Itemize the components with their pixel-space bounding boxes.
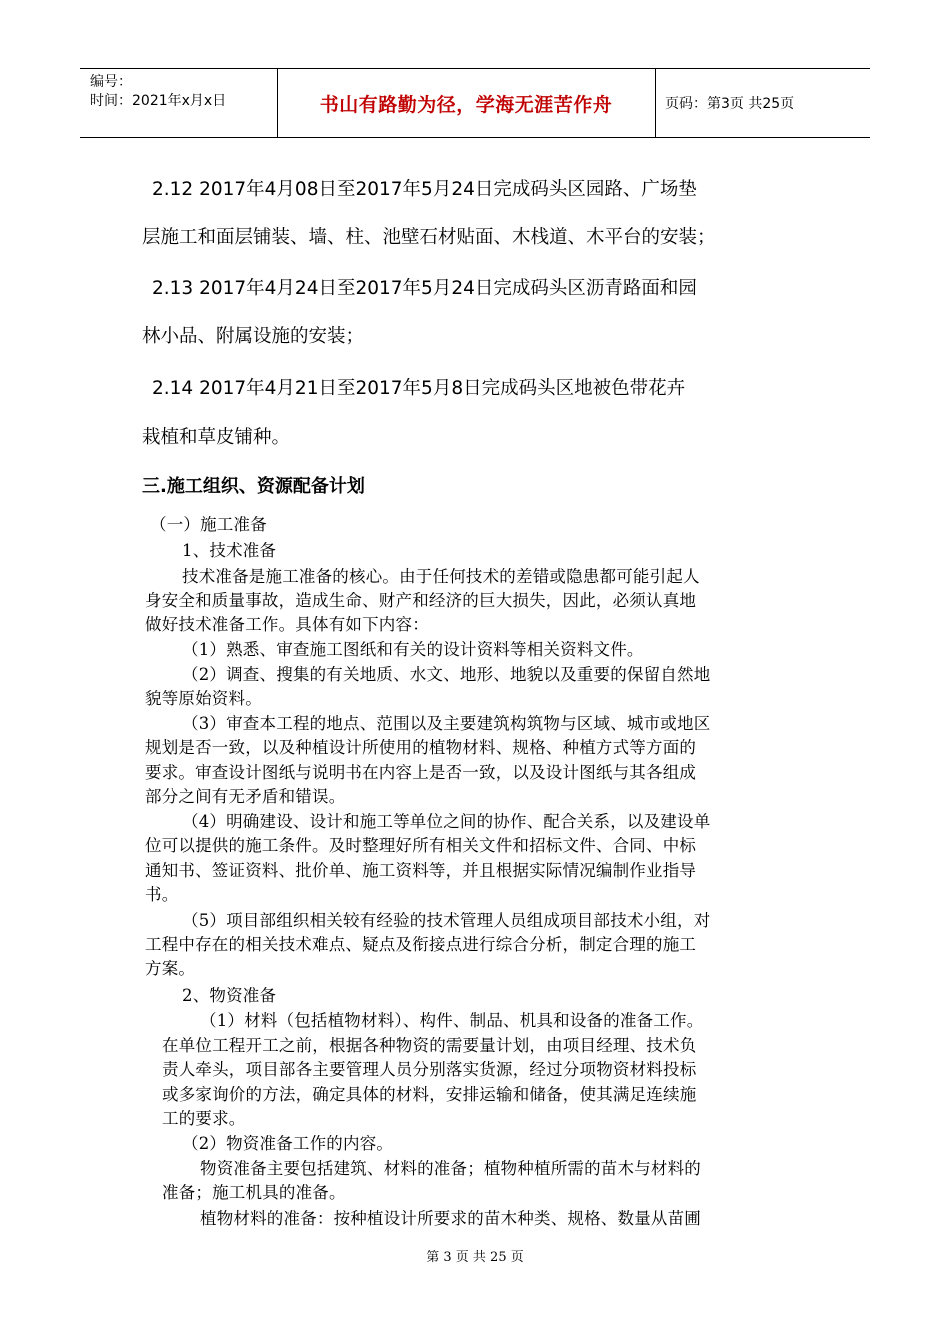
paragraph-line: 做好技术准备工作。具体有如下内容： <box>145 615 429 634</box>
paragraph-line: 准备；施工机具的准备。 <box>162 1183 346 1202</box>
paragraph-line: 方案。 <box>145 959 196 978</box>
header-divider <box>655 69 656 137</box>
header-left-cell <box>90 73 226 111</box>
paragraph-line: 通知书、签证资料、批价单、施工资料等，并且根据实际情况编制作业指导 <box>145 861 697 880</box>
paragraph-line: （3）审查本工程的地点、范围以及主要建筑构筑物与区域、城市或地区 <box>182 714 711 733</box>
paragraph-line: 身安全和质量事故，造成生命、财产和经济的巨大损失，因此，必须认真地 <box>145 591 697 610</box>
paragraph-line: 要求。审查设计图纸与说明书在内容上是否一致，以及设计图纸与其各组成 <box>145 763 697 782</box>
schedule-item-2-13-line1: 2.13 2017年4月24日至2017年5月24日完成码头区沥青路面和园 <box>152 278 697 299</box>
paragraph-line: 工程中存在的相关技术难点、疑点及衔接点进行综合分析，制定合理的施工 <box>145 935 697 954</box>
paragraph-line: （2）物资准备工作的内容。 <box>182 1134 394 1153</box>
schedule-item-2-12-line1: 2.12 2017年4月08日至2017年5月24日完成码头区园路、广场垫 <box>152 179 697 200</box>
paragraph-line: （5）项目部组织相关较有经验的技术管理人员组成项目部技术小组，对 <box>182 911 711 930</box>
paragraph-line: 书。 <box>145 885 179 904</box>
paragraph-line: （4）明确建设、设计和施工等单位之间的协作、配合关系，以及建设单 <box>182 812 711 831</box>
paragraph-line: 位可以提供的施工条件。及时整理好所有相关文件和招标文件、合同、中标 <box>145 836 697 855</box>
subheading-material-prep: 2、物资准备 <box>182 986 277 1005</box>
paragraph-line: 责人牵头，项目部各主要管理人员分别落实货源，经过分项物资材料投标 <box>162 1060 697 1079</box>
date-label: 时间：2021年x月x日 <box>90 93 227 109</box>
paragraph-line: 植物材料的准备：按种植设计所要求的苗木种类、规格、数量从苗圃 <box>200 1209 701 1228</box>
paragraph-line: 貌等原始资料。 <box>145 689 262 708</box>
paragraph-line: 工的要求。 <box>162 1109 246 1128</box>
header-motto: 书山有路勤为径，学海无涯苦作舟 <box>319 93 613 116</box>
paragraph-line: 规划是否一致，以及种植设计所使用的植物材料、规格、种植方式等方面的 <box>145 738 697 757</box>
paragraph-line: 或多家询价的方法，确定具体的材料，安排运输和储备，使其满足连续施 <box>162 1085 697 1104</box>
section-heading: 三.施工组织、资源配备计划 <box>142 476 365 497</box>
paragraph-line: 物资准备主要包括建筑、材料的准备；植物种植所需的苗木与材料的 <box>200 1159 701 1178</box>
schedule-item-2-14-line1: 2.14 2017年4月21日至2017年5月8日完成码头区地被色带花卉 <box>152 378 686 399</box>
paragraph-line: 在单位工程开工之前，根据各种物资的需要量计划，由项目经理、技术负 <box>162 1036 697 1055</box>
paragraph-line: （1）熟悉、审查施工图纸和有关的设计资料等相关资料文件。 <box>182 640 644 659</box>
page-footer: 第 3 页 共 25 页 <box>426 1250 524 1265</box>
paragraph-line: 部分之间有无矛盾和错误。 <box>145 787 346 806</box>
schedule-item-2-13-line2: 林小品、附属设施的安装； <box>142 326 365 347</box>
subheading-tech-prep: 1、技术准备 <box>182 541 277 560</box>
paragraph-line: 技术准备是施工准备的核心。由于任何技术的差错或隐患都可能引起人 <box>182 567 700 586</box>
page-header <box>80 68 870 138</box>
header-page-info: 页码：第3页 共25页 <box>665 96 795 112</box>
subheading-preparation: （一）施工准备 <box>150 515 267 534</box>
paragraph-line: （2）调查、搜集的有关地质、水文、地形、地貌以及重要的保留自然地 <box>182 665 711 684</box>
serial-label: 编号： <box>90 74 132 90</box>
schedule-item-2-14-line2: 栽植和草皮铺种。 <box>142 427 291 448</box>
paragraph-line: （1）材料（包括植物材料）、构件、制品、机具和设备的准备工作。 <box>200 1011 704 1030</box>
schedule-item-2-12-line2: 层施工和面层铺装、墙、柱、池壁石材贴面、木栈道、木平台的安装； <box>142 227 716 248</box>
